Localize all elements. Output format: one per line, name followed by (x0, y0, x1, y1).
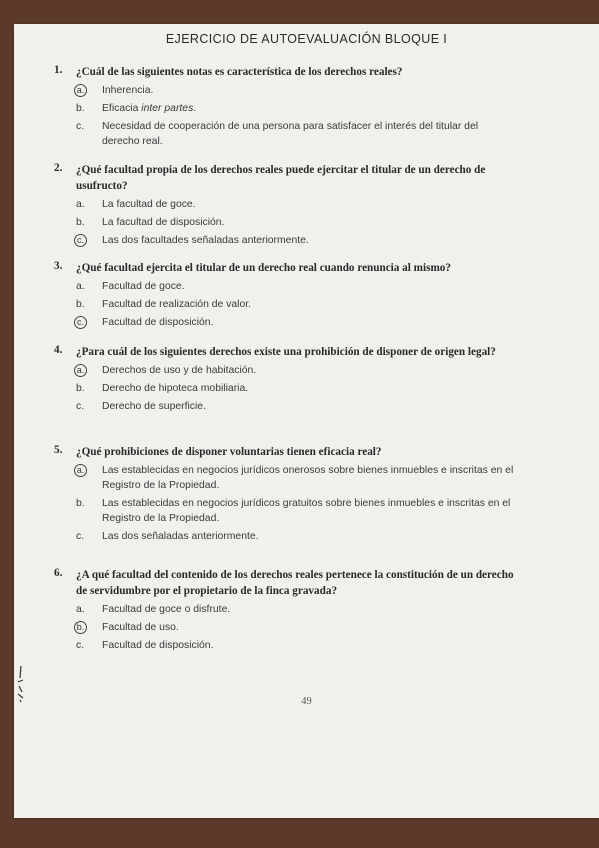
circled-answer-mark: a. (74, 84, 87, 97)
option-letter: b. (76, 217, 85, 228)
option-text: Eficacia inter partes. (102, 103, 197, 114)
option-b (76, 101, 514, 116)
option-text: Derechos de uso y de habitación. (102, 365, 257, 376)
question-5 (54, 444, 514, 547)
question-number: 1. (54, 64, 63, 76)
page-title: EJERCICIO DE AUTOEVALUACIÓN BLOQUE I (165, 32, 448, 46)
option-text: Facultad de realización de valor. (102, 299, 252, 310)
question-text: ¿Para cuál de los siguientes derechos existe una prohibición de disponer de origen legal? (76, 346, 496, 358)
option-letter: b. (76, 383, 85, 394)
option-a (76, 279, 514, 294)
option-a (76, 463, 514, 493)
option-text: Inherencia. (102, 85, 154, 96)
question-2 (54, 162, 514, 251)
option-text: Facultad de disposición. (102, 640, 214, 651)
option-a (76, 83, 514, 98)
option-b (76, 381, 514, 396)
option-c (76, 399, 514, 414)
option-letter: c. (76, 640, 85, 651)
circled-answer-mark: a. (74, 364, 87, 377)
option-text: Derecho de superficie. (102, 401, 206, 412)
option-text: Derecho de hipoteca mobiliaria. (102, 383, 249, 394)
question-6 (54, 567, 514, 656)
option-c (76, 529, 514, 544)
circled-answer-mark: c. (74, 234, 87, 247)
option-letter: b. (76, 299, 85, 310)
option-b (76, 620, 514, 635)
question-3 (54, 260, 514, 333)
option-letter: c. (76, 531, 85, 542)
options-list (76, 602, 514, 653)
question-number: 4. (54, 344, 63, 356)
options-list (76, 279, 514, 330)
option-text: Las dos facultades señaladas anteriormente. (102, 235, 309, 246)
option-c (76, 638, 514, 653)
option-b (76, 297, 514, 312)
option-b (76, 215, 514, 230)
option-a (76, 363, 514, 378)
question-number: 2. (54, 162, 63, 174)
options-list (76, 197, 514, 248)
option-letter: b. (76, 498, 85, 509)
circled-answer-mark: b. (74, 621, 87, 634)
question-number: 3. (54, 260, 63, 272)
option-c (76, 119, 514, 149)
question-text: ¿Qué prohibiciones de disponer voluntarias tienen eficacia real? (76, 446, 382, 458)
question-text: ¿Cuál de las siguientes notas es característica de los derechos reales? (76, 66, 403, 78)
option-b (76, 496, 514, 526)
option-c (76, 233, 514, 248)
question-number: 5. (54, 444, 63, 456)
question-text: ¿Qué facultad propia de los derechos reales puede ejercitar el titular de un derecho de usufructo? (76, 164, 486, 192)
option-a (76, 602, 514, 617)
option-letter: c. (76, 121, 85, 132)
option-text: Las dos señaladas anteriormente. (102, 531, 259, 542)
options-list (76, 83, 514, 149)
option-text: Facultad de goce o disfrute. (102, 604, 231, 615)
option-text: Facultad de disposición. (102, 317, 214, 328)
option-text: La facultad de disposición. (102, 217, 225, 228)
option-text: Las establecidas en negocios jurídicos onerosos sobre bienes inmuebles e inscritas en el Registro de la Propiedad. (102, 465, 514, 491)
page-number: 49 (301, 696, 312, 707)
circled-answer-mark: c. (74, 316, 87, 329)
question-number: 6. (54, 567, 63, 579)
document-page (14, 24, 599, 818)
option-letter: c. (76, 401, 85, 412)
options-list (76, 463, 514, 544)
option-c (76, 315, 514, 330)
option-text: La facultad de goce. (102, 199, 196, 210)
option-letter: a. (76, 604, 85, 615)
question-text: ¿Qué facultad ejercita el titular de un derecho real cuando renuncia al mismo? (76, 262, 451, 274)
options-list (76, 363, 514, 414)
circled-answer-mark: a. (74, 464, 87, 477)
question-text: ¿A qué facultad del contenido de los derechos reales pertenece la constitución de un derecho de servidumbre por el propietario de la finca gravada? (76, 569, 514, 597)
option-letter: a. (76, 199, 85, 210)
option-text: Las establecidas en negocios jurídicos gratuitos sobre bienes inmuebles e inscritas en el Registro de la Propiedad. (102, 498, 511, 524)
option-text: Facultad de uso. (102, 622, 179, 633)
option-letter: b. (76, 103, 85, 114)
option-text: Necesidad de cooperación de una persona para satisfacer el interés del titular del derecho real. (102, 121, 479, 147)
question-1 (54, 64, 514, 152)
option-letter: a. (76, 281, 85, 292)
question-4 (54, 344, 514, 417)
option-a (76, 197, 514, 212)
option-text: Facultad de goce. (102, 281, 185, 292)
